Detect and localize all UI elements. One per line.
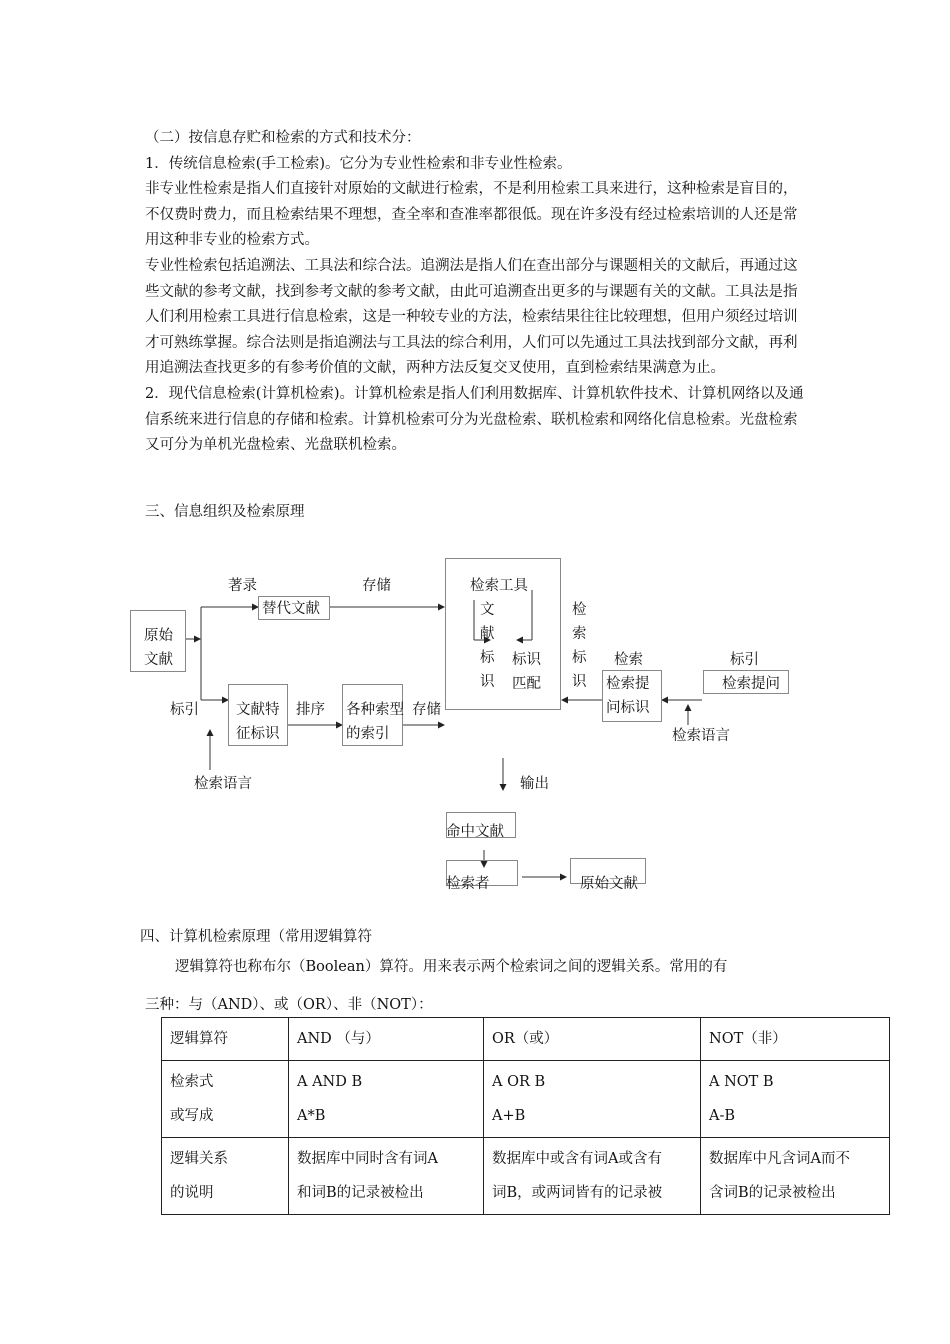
- table-cell: 逻辑算符: [162, 1018, 289, 1061]
- row-label: 逻辑关系: [170, 1151, 228, 1167]
- cell-line: 和词B的记录被检出: [297, 1185, 424, 1201]
- store-top-label: 存储: [362, 578, 391, 594]
- cell-line: A-B: [709, 1108, 736, 1124]
- table-row: [162, 1138, 890, 1215]
- cell-line: 数据库中同时含有词A: [297, 1151, 438, 1167]
- section-4-intro-line-1: 逻辑算符也称布尔（Boolean）算符。用来表示两个检索词之间的逻辑关系。常用的有: [175, 959, 728, 975]
- item-1-paragraph-2: 专业性检索包括追溯法、工具法和综合法。追溯法是指人们在查出部分与课题相关的文献后，再通过这些文献的参考文献，找到参考文献的参考文献，由此可追溯查出更多的与课题有关的文献。工具法是指人们利用检索工具进行信息检索，这是一种较专业的方法，检索结果往往比较理想，但用户须经过培训才可熟练掌握。综合法则是指追溯法与工具法的综合利用，人们可以先通过工具法找到部分文献，再利用追溯法查找更多的有参考价值的文献，两种方法反复交叉使用，直到检索结果满意为止。: [145, 257, 798, 377]
- item-1-paragraph-1: 非专业性检索是指人们直接针对原始的文献进行检索，不是利用检索工具来进行，这种检索是盲目的，不仅费时费力，而且检索结果不理想，查全率和查准率都很低。现在许多没有经过检索培训的人还是常用这种非专业的检索方式。: [145, 181, 798, 249]
- row-label: 检索式: [170, 1074, 214, 1090]
- cell-line: A AND B: [297, 1074, 363, 1090]
- original-doc2-label: 原始文献: [580, 876, 638, 892]
- original-doc-label: 原始文献: [144, 628, 173, 668]
- table-cell: [289, 1138, 484, 1215]
- retrieval-principle-diagram: [0, 540, 950, 910]
- row-label: 的说明: [170, 1185, 214, 1201]
- table-cell: [162, 1138, 289, 1215]
- index-types-label: 各种索型的索引: [346, 702, 404, 742]
- cell-line: A+B: [492, 1108, 526, 1124]
- table-cell: [289, 1061, 484, 1138]
- search-label: 检索: [614, 652, 643, 668]
- table-cell: [484, 1138, 701, 1215]
- item-1-title: 1．传统信息检索(手工检索)。它分为专业性检索和非专业性检索。: [145, 155, 572, 172]
- item-2-paragraph: 2．现代信息检索(计算机检索)。计算机检索是指人们利用数据库、计算机软件技术、计算机网络以及通信系统来进行信息的存储和检索。计算机检索可分为光盘检索、联机检索和网络化信息检索。光盘检索又可分为单机光盘检索、光盘联机检索。: [145, 385, 804, 454]
- table-cell: OR（或）: [484, 1018, 701, 1061]
- search-mark-label: 检索标识: [572, 602, 587, 690]
- table-cell: AND （与）: [289, 1018, 484, 1061]
- mark-match-label: 标识匹配: [512, 652, 541, 692]
- cell-line: A*B: [297, 1108, 326, 1124]
- cell-line: 含词B的记录被检出: [709, 1185, 836, 1201]
- section-4-intro: [145, 948, 815, 1024]
- section-2-heading: （二）按信息存贮和检索的方式和技术分：: [145, 130, 421, 146]
- cell-line: A OR B: [492, 1074, 546, 1090]
- cell-line: 词B，或两词皆有的记录被: [492, 1185, 663, 1201]
- table-cell: [162, 1061, 289, 1138]
- search-tool-label: 检索工具: [470, 578, 528, 594]
- biaoyin-right-label: 标引: [730, 652, 759, 668]
- cell-line: A NOT B: [709, 1074, 774, 1090]
- doc-features-label: 文献特征标识: [236, 702, 280, 742]
- output-label: 输出: [520, 776, 549, 792]
- search-question-label: 检索提问: [722, 676, 780, 692]
- table-cell: [701, 1138, 890, 1215]
- store-mid-label: 存储: [412, 702, 441, 718]
- section-4-heading: 四、计算机检索原理（常用逻辑算符: [140, 929, 372, 945]
- question-mark-label: 检索提问标识: [606, 676, 650, 716]
- section-4-intro-line-2: 三种：与（AND）、或（OR）、非（NOT）：: [145, 997, 433, 1013]
- table-row: [162, 1061, 890, 1138]
- cell-line: 数据库中或含有词A或含有: [492, 1151, 662, 1167]
- lang-left-label: 检索语言: [194, 776, 252, 792]
- searcher-label: 检索者: [446, 876, 490, 892]
- row-label: 或写成: [170, 1108, 214, 1124]
- table-cell: [701, 1061, 890, 1138]
- paixu-label: 排序: [296, 702, 325, 718]
- section-3-heading: 三、信息组织及检索原理: [145, 504, 305, 520]
- logic-operator-table: [161, 1017, 890, 1215]
- table-cell: NOT（非）: [701, 1018, 890, 1061]
- section-2-text: [145, 126, 810, 459]
- lang-right-label: 检索语言: [672, 728, 730, 744]
- table-header-row: [162, 1018, 890, 1061]
- doc-mark-label: 文献标识: [480, 602, 495, 690]
- table-cell: [484, 1061, 701, 1138]
- zhulu-label: 著录: [228, 578, 257, 594]
- biaoyin-left-label: 标引: [170, 702, 199, 718]
- hit-docs-label: 命中文献: [446, 824, 504, 840]
- cell-line: 数据库中凡含词A而不: [709, 1151, 850, 1167]
- substitute-label: 替代文献: [262, 601, 320, 617]
